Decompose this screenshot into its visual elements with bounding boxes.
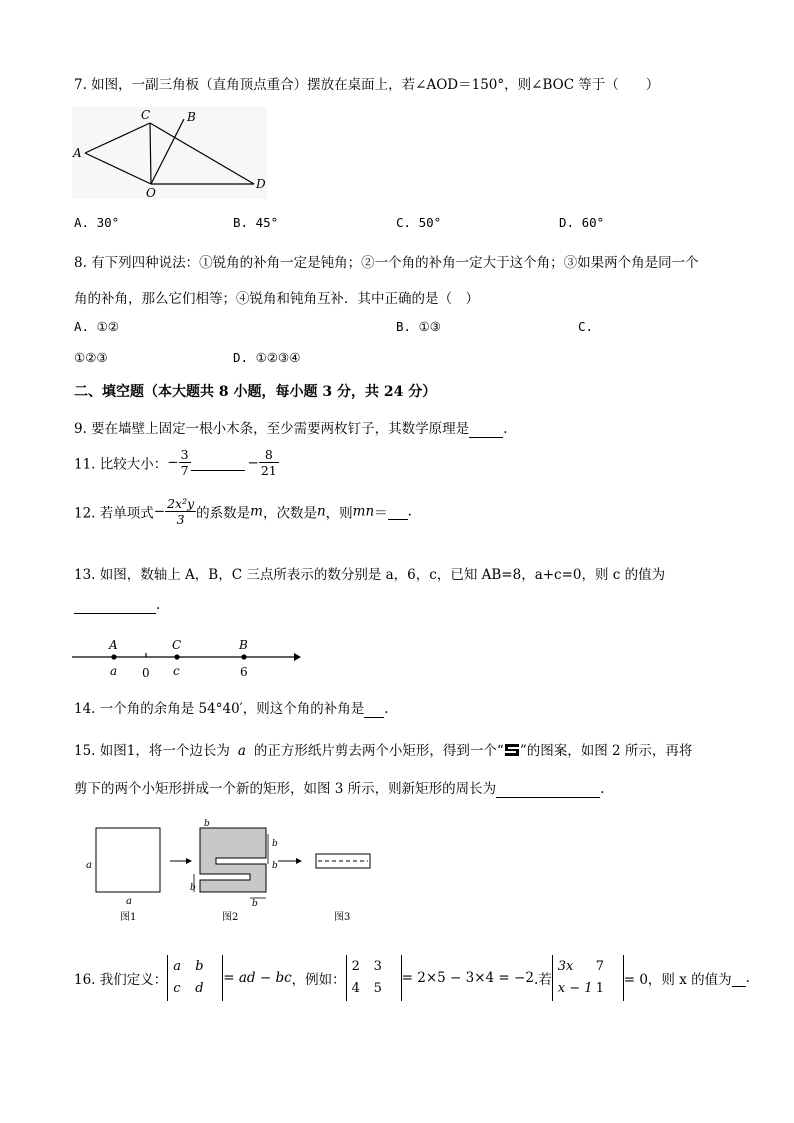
q13-number-line [70, 636, 302, 682]
q7-option-c: C. 50° [396, 215, 442, 230]
svg-text:b: b [272, 861, 278, 871]
q9: 9. 要在墙壁上固定一根小木条，至少需要两枚钉子，其数学原理是 . [74, 421, 508, 437]
q11-blank [191, 454, 245, 471]
q9-blank [469, 421, 503, 438]
q16: 16. 我们定义：a b c d= ad − bc，例如：2 3 4 5= 2×5 − 3×4 = −2.若3x 7 x − 1 1= 0，则 x 的值为 . [74, 955, 750, 1001]
q13-answer: . [74, 597, 160, 614]
fig3-caption: 图3 [334, 912, 351, 923]
svg-text:b: b [190, 883, 196, 893]
q8-option-c-body: ①②③ [74, 350, 108, 365]
section-heading: 二、填空题（本大题共 8 小题，每小题 3 分，共 24 分） [74, 384, 437, 400]
q7-option-d: D. 60° [559, 215, 605, 230]
s-shape-icon [504, 743, 520, 757]
q7-option-b: B. 45° [233, 215, 279, 230]
fig1-caption: 图1 [120, 912, 137, 923]
q14: 14. 一个角的余角是 54°40′，则这个角的补角是 . [74, 701, 389, 717]
q9-text: 9. 要在墙壁上固定一根小木条，至少需要两枚钉子，其数学原理是 [74, 421, 470, 437]
point-B: B [239, 638, 248, 652]
svg-text:a: a [86, 860, 92, 871]
q11-fraction-2: $\frac{8}{21}$ [260, 447, 277, 478]
q15-line2: 剪下的两个小矩形拼成一个新的矩形，如图 3 所示，则新矩形的周长为 . [74, 781, 605, 797]
q8-option-d: D. ①②③④ [233, 350, 301, 365]
q13-line1: 13. 如图，数轴上 A，B，C 三点所表示的数分别是 a，6，c，已知 AB=8，a+c=0，则 c 的值为 [74, 567, 666, 583]
q16-determinant-problem: 3x 7 x − 1 1 [552, 955, 624, 1001]
q11: 11. 比较大小：− $\frac{3}{7}$ − $\frac{8}{21}$ [74, 447, 277, 478]
q15-blank [496, 781, 600, 798]
label-B: B [187, 110, 196, 124]
q16-determinant-def: a b c d [167, 955, 223, 1001]
svg-text:b: b [272, 839, 278, 849]
q12: 12. 若单项式− $\frac{\text{2x²y}}{3}$ 的系数是m，次数是n，则mn＝ . [74, 496, 412, 527]
svg-text:b: b [204, 819, 210, 829]
q12-blank [388, 503, 408, 520]
svg-text:a: a [110, 664, 118, 678]
q11-prefix: 11. 比较大小： [74, 456, 168, 473]
point-C: C [172, 638, 182, 652]
q15-line1: 15. 如图1，将一个边长为 a 的正方形纸片剪去两个小矩形，得到一个“ ”的图案，如图 2 所示，再将 [74, 743, 693, 759]
q8-line1: 8. 有下列四种说法：①锐角的补角一定是钝角；②一个角的补角一定大于这个角；③如果两个角是同一个 [74, 255, 699, 271]
svg-text:c: c [173, 664, 180, 678]
fig2-caption: 图2 [222, 912, 239, 923]
svg-text:6: 6 [240, 665, 248, 679]
q15-figures [82, 816, 382, 926]
q8-option-b: B. ①③ [396, 319, 441, 334]
q12-fraction: $\frac{\text{2x²y}}{3}$ [167, 496, 195, 527]
label-A: A [73, 146, 82, 160]
q8-option-c: C. [578, 319, 594, 334]
q7-figure [72, 107, 267, 199]
q16-blank [732, 970, 746, 987]
svg-text:0: 0 [142, 666, 150, 680]
svg-text:b: b [252, 899, 258, 909]
q14-blank [364, 701, 384, 718]
q13-blank [74, 597, 156, 614]
svg-text:a: a [126, 896, 132, 907]
q7-stem: 7. 如图，一副三角板（直角顶点重合）摆放在桌面上，若∠AOD＝150°，则∠BOC 等于（ ） [74, 77, 660, 93]
point-A: A [109, 638, 118, 652]
q8-line2: 角的补角，那么它们相等；④锐角和钝角互补．其中正确的是（ ） [74, 291, 479, 307]
q16-determinant-example: 2 3 4 5 [346, 955, 402, 1001]
label-O: O [146, 186, 156, 199]
q8-option-a: A. ①② [74, 319, 119, 334]
label-D: D [256, 177, 266, 191]
q7-option-a: A. 30° [74, 215, 120, 230]
q11-fraction-1: $\frac{3}{7}$ [180, 447, 189, 478]
label-C: C [141, 108, 151, 122]
